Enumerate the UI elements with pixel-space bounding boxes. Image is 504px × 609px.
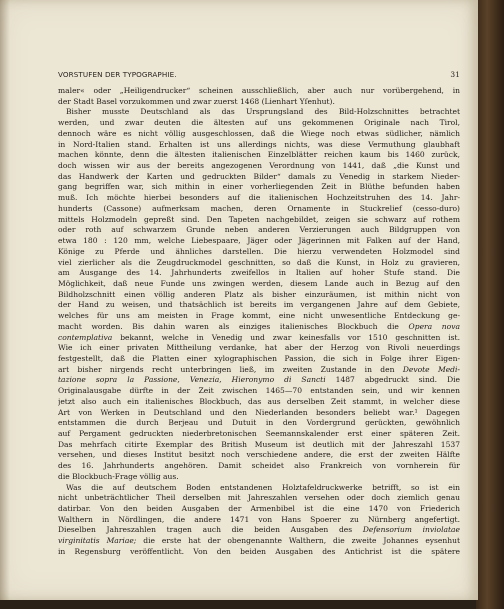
text-line (58, 440, 460, 451)
text-line (58, 375, 460, 386)
line-text: welches für uns am meisten in Frage kommt, eine nicht unwesentliche Entdeckung ge- (58, 311, 460, 321)
line-text: jetzt also auch ein italienisches Blockbuch, das aus derselben Zeit stammt, in welcher diese (58, 396, 460, 406)
gutter-shadow (0, 0, 10, 600)
line-text: maler« oder „Heiligendrucker“ scheinen ausschließlich, aber auch nur vorübergehend, in (58, 86, 460, 95)
line-text: das Handwerk der Karten und gedruckten Bilder“ damals zu Venedig in starkem Nieder- (58, 171, 460, 181)
line-text: hunderts (Cassone) aufmerksam machen, deren Ornamente in Stuckrelief (cesso-duro) (58, 203, 460, 213)
text-line (58, 118, 460, 129)
line-text: etwa 180 : 120 mm, welche Liebespaare, Jäger oder Jägerinnen mit Falken auf der Hand, (58, 236, 460, 246)
book-edge (476, 0, 504, 609)
text-line (58, 418, 460, 429)
text-line (58, 354, 460, 365)
text-line (58, 182, 460, 193)
text-line (58, 343, 460, 354)
text-line (58, 483, 460, 494)
italic-title: Devote Medi- (402, 364, 460, 374)
text-line (58, 172, 460, 183)
line-text: der Hand zu weisen, und thatsächlich ist bereits im vergangenen Jahre auf dem Gebiete, (58, 300, 460, 310)
line-text: auf Pergament gedruckten niederbretonischen Seemannskalender erst einer späteren Zeit. (58, 429, 460, 438)
page-number: 31 (450, 70, 460, 79)
text-line (58, 279, 460, 290)
running-title: VORSTUFEN DER TYPOGRAPHIE. (58, 70, 177, 79)
line-text: 1487 abgedruckt sind. Die (325, 375, 460, 385)
text-line (58, 97, 460, 108)
line-text: am Ausgange des 14. Jahrhunderts zweifellos in Italien auf hoher Stufe stand. Die (58, 268, 460, 278)
line-text: Originalausgabe dürfte in der Zeit zwischen 1465—70 entstanden sein, und wir kennen (58, 386, 460, 396)
running-header (58, 70, 460, 82)
text-line (58, 429, 460, 440)
text-line (58, 408, 460, 419)
text-line (58, 461, 460, 472)
line-text: Bisher musste Deutschland als das Ursprungsland des Bild-Holzschnittes betrachtet (66, 107, 460, 117)
line-text: der Stadt Basel vorzukommen und zwar zuerst 1468 (Lienhart Yſenhut). (58, 96, 335, 106)
text-line (58, 140, 460, 151)
text-line (58, 472, 460, 483)
italic-title: Defensorium inviolatae (362, 525, 460, 535)
text-line (58, 258, 460, 269)
text-line (58, 536, 460, 547)
body-text (58, 86, 460, 558)
line-text: Dieselben Jahreszahlen tragen auch die beiden Ausgaben des (58, 525, 353, 535)
text-line (58, 547, 460, 558)
line-text: viel zierlicher als die Zeugdruckmodel geschnitten, so daß die Kunst, in Holz zu gravieren, (58, 257, 460, 267)
line-text: in Nord-Italien stand. Erhalten ist uns allerdings nichts, was diese Vermuthung glaubhaft (58, 139, 460, 149)
italic-title: Opera nova (408, 321, 460, 331)
text-line (58, 86, 460, 97)
line-text: die erste hat der obengenannte Walthern, die zweite Johannes eysenhut (136, 536, 460, 546)
line-text: bekannt, welche in Venedig und zwar keinesfalls vor 1510 geschnitten ist. (112, 332, 460, 342)
line-text: des 16. Jahrhunderts angehören. Damit scheidet also Frankreich von vornherein für (58, 461, 460, 471)
line-text: mittels Holzmodeln gepreßt sind. Den Tapeten nachgebildet, zeigen sie schwarz auf rothem (58, 214, 460, 224)
text-line (58, 204, 460, 215)
text-line (58, 450, 460, 461)
line-text: Wie ich einer privaten Mittheilung verdanke, hat aber der Herzog von Rivoli neuerdings (58, 343, 460, 353)
line-text: in Regensburg veröffentlicht. Von den beiden Ausgaben des Antichrist ist die spätere (58, 546, 460, 556)
italic-title: tazione sopra la Passione, Venezia, Hieronymo di Sancti (58, 375, 326, 385)
italic-title: contemplativa (58, 332, 113, 342)
italic-title: virginitatis Mariae; (58, 536, 137, 546)
text-line (58, 322, 460, 333)
line-text: machen könnte, denn die ältesten italienischen Einzelblätter reichen kaum bis 1460 zurück, (58, 150, 460, 160)
text-line (58, 333, 460, 344)
text-line (58, 236, 460, 247)
text-line (58, 386, 460, 397)
line-text: Walthern in Nördlingen, die andere 1471 von Hans Spoerer zu Nürnberg angefertigt. (58, 514, 460, 524)
line-text: art bisher nirgends recht unterbringen ließ, im zweiten Zustande in den (58, 364, 395, 374)
line-text: Art von Werken in Deutschland und den Niederlanden besonders beliebt war.¹ Dagegen (58, 407, 460, 417)
line-text: gang begriffen war, sich mithin in einer vorherliegenden Zeit in Blüthe befunden haben (58, 182, 460, 192)
line-text: datirbar. Von den beiden Ausgaben der Armenbibel ist die eine 1470 von Friederich (58, 504, 460, 514)
line-text: Möglichkeit, daß neue Funde uns zwingen werden, diesem Lande auch in Bezug auf den (58, 278, 460, 288)
line-text: entstammen die durch Berjeau und Dutuit in den Vordergrund gerückten, gewöhnlich (58, 418, 460, 428)
text-line (58, 193, 460, 204)
text-line (58, 300, 460, 311)
text-line (58, 268, 460, 279)
text-line (58, 493, 460, 504)
text-line (58, 311, 460, 322)
line-text: werden, und zwar deuten die ältesten auf uns gekommenen Originale nach Tirol, (58, 118, 460, 128)
line-text: Das mehrfach citirte Exemplar des British Museum ist deutlich mit der Jahreszahl 1537 (58, 439, 460, 449)
text-line (58, 504, 460, 515)
line-text: macht worden. Bis dahin waren als einziges italienisches Blockbuch die (58, 321, 399, 331)
line-text: nicht unbeträchtlicher Theil derselben mit Jahreszahlen versehen oder doch ziemlich genau (58, 493, 460, 503)
line-text: oder roth auf schwarzem Grunde neben anderen Verzierungen auch Bildgruppen von (58, 225, 460, 235)
line-text: muß. Ich möchte hierbei besonders auf die italienischen Hochzeitstruhen des 14. Jahr- (58, 193, 460, 203)
text-line (58, 225, 460, 236)
line-text: Bildholzschnitt einen völlig anderen Platz als bisher einzuräumen, ist mithin nicht von (58, 289, 460, 299)
text-line (58, 525, 460, 536)
text-line (58, 129, 460, 140)
line-text: die Blockbuch-Frage völlig aus. (58, 471, 179, 481)
line-text: versehen, und dieses Institut besitzt noch verschiedene andere, die erst der zweiten Hälfte (58, 450, 460, 460)
text-line (58, 150, 460, 161)
text-line (58, 397, 460, 408)
line-text: Was die auf deutschem Boden entstandenen Holztafeldruckwerke betrifft, so ist ein (66, 482, 460, 492)
line-text: festgestellt, daß die Platten einer xylographischen Passion, die sich in Folge ihrer Eigen- (58, 353, 460, 363)
text-line (58, 365, 460, 376)
text-line (58, 290, 460, 301)
text-line (58, 247, 460, 258)
line-text: Könige zu Pferde und ähnliches darstellen. Die hierzu verwendeten Holzmodel sind (58, 246, 460, 256)
text-line (58, 215, 460, 226)
line-text: doch wissen wir aus der bereits angezogenen Verordnung von 1441, daß „die Kunst und (58, 161, 460, 171)
line-text: dennoch wäre es nicht völlig ausgeschlossen, daß die Wiege noch etwas südlicher, nämlich (58, 128, 460, 138)
text-line (58, 515, 460, 526)
text-line (58, 107, 460, 118)
text-line (58, 161, 460, 172)
